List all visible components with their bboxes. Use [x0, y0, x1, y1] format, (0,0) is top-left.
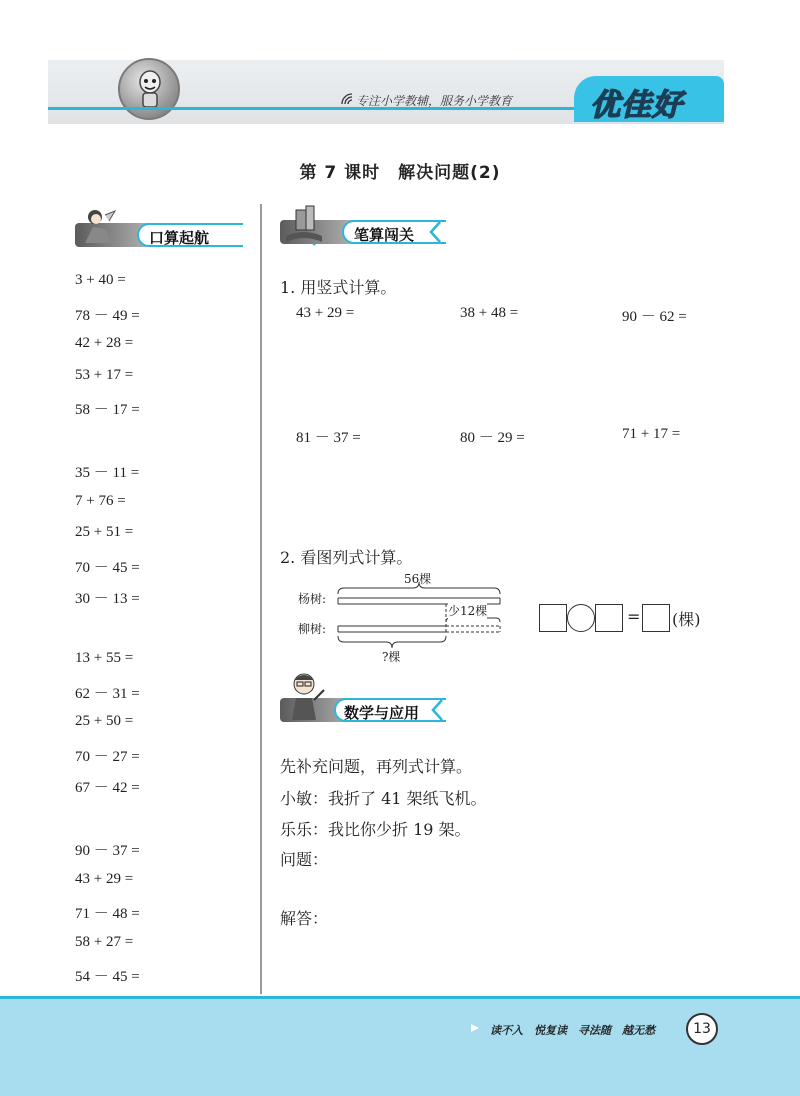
mental-math-item: 7 + 76 = — [75, 492, 126, 509]
unit-label: (棵) — [672, 610, 701, 629]
signal-icon — [341, 93, 353, 105]
mental-math-item: 70 － 45 = — [75, 559, 140, 576]
page-number: 13 — [686, 1013, 718, 1045]
vertical-calc-item: 90 － 62 = — [622, 309, 687, 325]
applied-instruction: 先补充问题，再列式计算。 — [280, 757, 473, 776]
page-title: 第 7 课时 解决问题(2) — [299, 163, 501, 183]
chevron-left-icon — [430, 698, 444, 722]
section-title-written: 笔算闯关 — [354, 226, 415, 244]
answer-circle-operator[interactable] — [567, 604, 595, 632]
answer-box-result[interactable] — [642, 604, 670, 632]
chevron-left-icon — [428, 220, 442, 244]
mental-math-item: 25 + 51 = — [75, 524, 134, 540]
section-title-applied: 数学与应用 — [344, 704, 420, 722]
mental-math-item: 30 － 13 = — [75, 591, 140, 607]
unknown-label: ?棵 — [382, 650, 401, 664]
section-banner-applied — [280, 690, 446, 722]
mental-math-item: 71 － 48 = — [75, 906, 140, 922]
answer-box-operand-1[interactable] — [539, 604, 567, 632]
column-divider — [260, 204, 262, 994]
mental-math-item: 54 － 45 = — [75, 969, 140, 985]
mental-math-item: 62 － 31 = — [75, 685, 140, 702]
mental-math-item: 25 + 50 = — [75, 713, 134, 729]
tree-comparison-diagram — [298, 572, 508, 664]
mental-math-item: 3 + 40 = — [75, 272, 126, 288]
vertical-calc-item: 71 + 17 = — [622, 426, 681, 442]
girl-reading-icon — [79, 207, 119, 247]
play-arrow-icon — [470, 1023, 480, 1033]
mental-math-item: 35 － 11 = — [75, 465, 140, 481]
yang-tree-label: 杨树: — [298, 592, 327, 606]
liu-tree-label: 柳树: — [298, 622, 327, 636]
mental-math-item: 43 + 29 = — [75, 870, 134, 887]
mental-math-item: 13 + 55 = — [75, 650, 134, 666]
vertical-calc-item: 43 + 29 = — [296, 305, 355, 321]
question-1-prompt: 1. 用竖式计算。 — [280, 278, 397, 297]
mental-math-item: 58 + 27 = — [75, 933, 134, 950]
less-label: 少12棵 — [448, 604, 488, 618]
question-label: 问题： — [280, 850, 329, 869]
mascot-medal-icon — [118, 58, 180, 120]
vertical-calc-item: 80 － 29 = — [460, 430, 525, 446]
question-2-prompt: 2. 看图列式计算。 — [280, 548, 413, 567]
applied-dialogue-xiaomin: 小敏：我折了 41 架纸飞机。 — [280, 789, 487, 808]
mental-math-item: 42 + 28 = — [75, 335, 134, 351]
footer-accent-line — [0, 996, 800, 999]
mental-math-item: 67 － 42 = — [75, 780, 140, 796]
mental-math-item: 58 － 17 = — [75, 402, 140, 418]
section-banner-mental — [75, 215, 243, 247]
teacher-icon — [286, 670, 326, 722]
vertical-calc-item: 38 + 48 = — [460, 305, 519, 321]
section-banner-written — [280, 212, 446, 244]
mental-math-item: 53 + 17 = — [75, 366, 134, 383]
vertical-calc-item: 81 － 37 = — [296, 430, 361, 446]
equals-sign: = — [627, 607, 641, 626]
answer-box-operand-2[interactable] — [595, 604, 623, 632]
mental-math-item: 90 － 37 = — [75, 843, 140, 859]
section-title-mental: 口算起航 — [149, 229, 210, 247]
mental-math-item: 70 － 27 = — [75, 748, 140, 765]
bar-diagram — [298, 576, 508, 662]
books-icon — [282, 202, 326, 246]
header-slogan: 专注小学教辅，服务小学教育 — [356, 94, 513, 108]
answer-label: 解答： — [280, 909, 329, 928]
footer-motto: 读不入 悦复读 寻法随 越无愁 — [490, 1024, 655, 1037]
footer-band — [0, 996, 800, 1096]
applied-dialogue-lele: 乐乐：我比你少折 19 架。 — [280, 820, 471, 839]
total-label: 56棵 — [404, 572, 432, 586]
mental-math-item: 78 － 49 = — [75, 307, 140, 324]
brand-logo: 优佳好 — [590, 88, 683, 123]
